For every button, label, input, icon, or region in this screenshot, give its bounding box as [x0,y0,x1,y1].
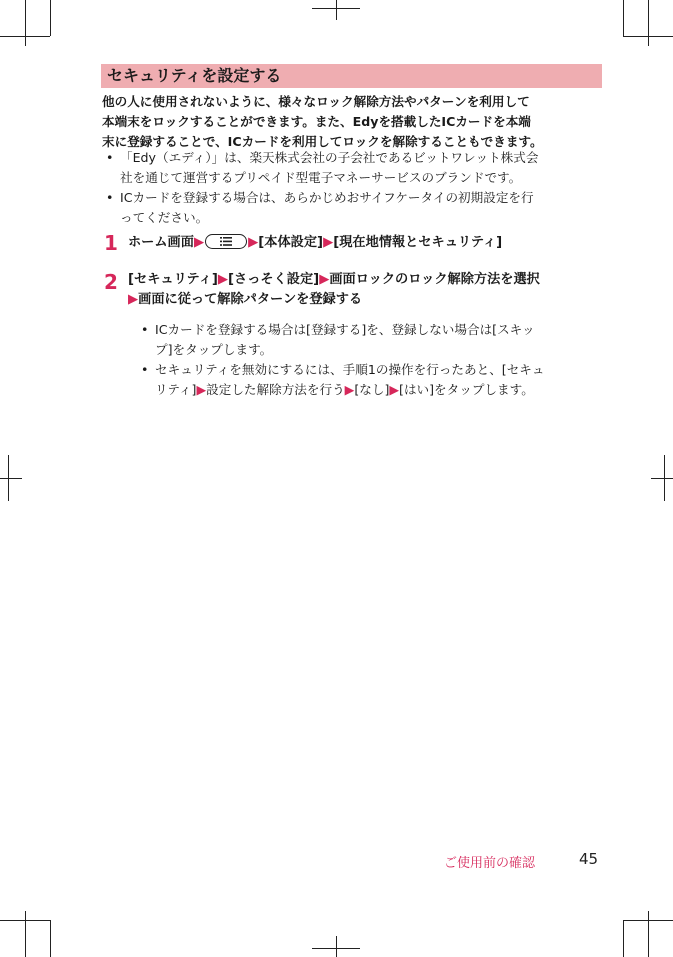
crop-mark [648,0,649,46]
menu-item-quick-setup: [さっそく設定] [228,272,320,287]
note-text: ICカードを登録する場合は、あらかじめおサイフケータイの初期設定を行 [120,190,534,205]
step-number: 2 [104,270,118,294]
home-screen-label: ホーム画面 [128,235,194,250]
step-text: 画面に従って解除パターンを登録する [138,292,363,307]
crop-mark [664,455,665,501]
note-item [141,320,611,360]
bullet-icon: • [106,150,114,165]
crop-mark [648,911,649,957]
arrow-icon: ▶ [323,235,334,250]
notes-list [106,148,606,228]
lead-line: 末に登録することで、ICカードを利用してロックを解除することもできます。 [102,134,543,149]
menu-item-location-security: [現在地情報とセキュリティ] [333,235,503,250]
note-item [141,360,611,400]
crop-mark [336,936,337,957]
arrow-icon: ▶ [389,382,400,397]
note-item [106,148,606,188]
menu-key-icon [205,234,247,249]
note-text: 「Edy（エディ）」は、楽天株式会社の子会社であるビットワレット株式会 [120,150,539,165]
step-text: 画面ロックのロック解除方法を選択 [329,272,540,287]
crop-mark [0,478,22,479]
note-text: ICカードを登録する場合は[登録する]を、登録しない場合は[スキッ [155,322,535,337]
note-item [106,188,606,228]
crop-mark [25,911,26,957]
note-text: ってください。 [120,210,209,225]
note-part: 設定した解除方法を行う [206,382,345,397]
page-number: 45 [579,850,599,868]
step-2-instruction [128,270,540,290]
arrow-icon: ▶ [319,272,330,287]
crop-mark [50,0,51,36]
arrow-icon: ▶ [217,272,229,287]
arrow-icon: ▶ [248,235,259,250]
note-text [155,380,611,400]
bullet-icon: • [106,190,114,205]
crop-mark [623,920,624,957]
menu-item-device-settings: [本体設定] [258,235,324,250]
chapter-label: ご使用前の確認 [444,856,536,871]
section-header: セキュリティを設定する [101,64,602,88]
arrow-icon: ▶ [344,382,355,397]
note-text: セキュリティを無効にするには、手順1の操作を行ったあと、[セキュ [155,362,545,377]
bullet-icon: • [141,322,149,337]
crop-mark [336,0,337,20]
note-part: リティ] [155,382,197,397]
arrow-icon: ▶ [193,235,205,250]
arrow-icon: ▶ [196,382,207,397]
step-1-instruction [128,233,502,253]
crop-mark [25,0,26,46]
crop-mark [50,920,51,957]
note-text: 社を通じて運営するプリペイド型電子マネーサービスのブランドです。 [120,170,522,185]
step-number: 1 [104,231,118,255]
lead-paragraph [102,92,604,152]
lead-line: 他の人に使用されないように、様々なロック解除方法やパターンを利用して [102,94,530,109]
note-text: プ]をタップします。 [155,342,273,357]
menu-item-security: [セキュリティ] [128,272,218,287]
note-part: [はい]をタップします。 [399,382,534,397]
step-2-instruction-cont [128,290,362,310]
bullet-icon: • [141,362,149,377]
note-part: [なし] [354,382,390,397]
step-2-notes [141,320,611,400]
crop-mark [651,478,673,479]
lead-line: 本端末をロックすることができます。また、Edyを搭載したICカードを本端 [102,114,531,129]
arrow-icon: ▶ [128,292,139,307]
crop-mark [8,455,9,501]
crop-mark [623,0,624,36]
